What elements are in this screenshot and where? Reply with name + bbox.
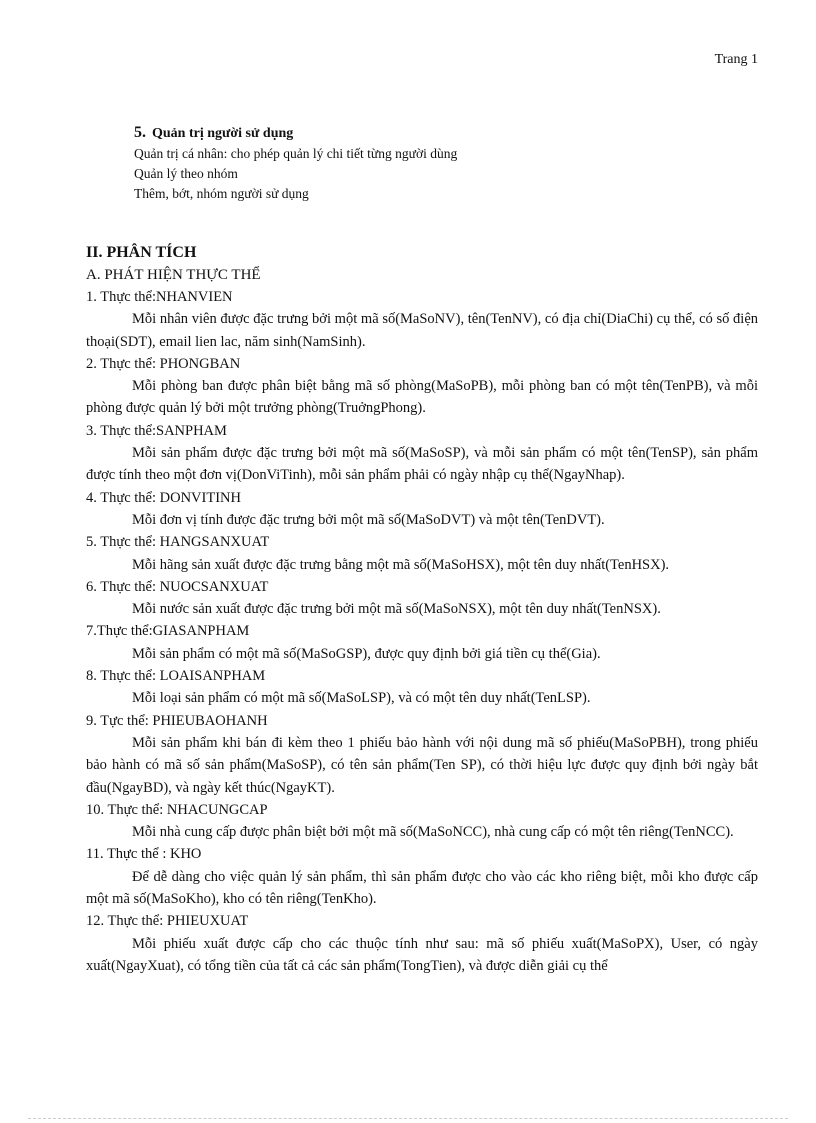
page-bottom-divider: [28, 1118, 788, 1119]
entity-block: [86, 910, 758, 977]
entity-description: Mỗi nhà cung cấp được phân biệt bởi một mã số(MaSoNCC), nhà cung cấp có một tên riêng(TenNCC).: [132, 824, 734, 841]
entity-block: [86, 487, 758, 532]
entity-description: Mỗi nhân viên được đặc trưng bởi một mã số(MaSoNV), tên(TenNV), có địa chỉ(DiaChi) cụ thể, có số điện thoại(SDT), email lien lac, năm sinh(NamSinh).: [86, 311, 758, 350]
entity-title: 3. Thực thể:SANPHAM: [86, 422, 227, 439]
entity-block: [86, 799, 758, 844]
entity-title: 10. Thực thể: NHACUNGCAP: [86, 801, 268, 818]
entity-title: 6. Thực thể: NUOCSANXUAT: [86, 578, 269, 595]
entity-block: [86, 353, 758, 420]
section-line: Thêm, bớt, nhóm người sử dụng: [134, 186, 309, 201]
entity-block: [86, 576, 758, 621]
entity-description: Mỗi phòng ban được phân biệt bằng mã số phòng(MaSoPB), mỗi phòng ban có một tên(TenPB), và mỗi phòng được quản lý bởi một trưởng phòng(TruởngPhong).: [86, 378, 758, 417]
entity-description: Mỗi sản phẩm được đặc trưng bởi một mã số(MaSoSP), và mỗi sản phẩm có một tên(TenSP), sản phẩm được tính theo một đơn vị(DonViTinh), mỗi sản phẩm phải có ngày nhập cụ thể(NgayNhap).: [86, 445, 758, 484]
entity-block: [86, 531, 758, 576]
entity-title: 11. Thực thể : KHO: [86, 846, 202, 863]
analysis-subheading: A. PHÁT HIỆN THỰC THỂ: [86, 267, 261, 283]
entity-block: [86, 843, 758, 910]
section-line: Quản trị cá nhân: cho phép quản lý chi tiết từng người dùng: [134, 146, 458, 161]
entity-block: [86, 420, 758, 487]
section-number: 5.: [134, 124, 146, 141]
entity-title: 7.Thực thể:GIASANPHAM: [86, 623, 250, 640]
entity-title: 5. Thực thể: HANGSANXUAT: [86, 534, 270, 551]
entity-block: [86, 710, 758, 799]
entity-block: [86, 286, 758, 353]
entity-block: [86, 665, 758, 710]
analysis-heading: II. PHÂN TÍCH: [86, 244, 197, 261]
section-line: Quản lý theo nhóm: [134, 166, 238, 181]
section-user-administration: [134, 123, 734, 204]
entity-description: Mỗi phiếu xuất được cấp cho các thuộc tính như sau: mã số phiếu xuất(MaSoPX), User, có ngày xuất(NgayXuat), có tổng tiền của tất cả các sản phẩm(TongTien), và được diễn giải cụ thể: [86, 935, 758, 974]
section-title: [134, 123, 734, 144]
entity-description: Mỗi nước sản xuất được đặc trưng bởi một mã số(MaSoNSX), một tên duy nhất(TenNSX).: [132, 601, 661, 618]
entity-title: 8. Thực thể: LOAISANPHAM: [86, 668, 266, 685]
entity-description: Mỗi sản phẩm có một mã số(MaSoGSP), được quy định bởi giá tiền cụ thể(Gia).: [132, 645, 601, 662]
entity-description: Để dễ dàng cho việc quản lý sản phẩm, thì sản phẩm được cho vào các kho riêng biệt, mỗi kho được cấp một mã số(MaSoKho), kho có tên riêng(TenKho).: [86, 868, 758, 908]
entity-description: Mỗi hãng sản xuất được đặc trưng bằng một mã số(MaSoHSX), một tên duy nhất(TenHSX).: [132, 556, 670, 573]
analysis-section: [86, 242, 758, 977]
entity-title: 1. Thực thể:NHANVIEN: [86, 289, 233, 305]
entity-description: Mỗi loại sản phẩm có một mã số(MaSoLSP), và có một tên duy nhất(TenLSP).: [132, 690, 591, 707]
entity-block: [86, 620, 758, 665]
entity-description: Mỗi sản phẩm khi bán đi kèm theo 1 phiếu bảo hành với nội dung mã số phiếu(MaSoPBH), trong phiếu bảo hành có mã số sản phẩm(MaSoSP), có tên sản phẩm(Ten SP), có thời hiệu lực được quy định bởi ngày bắt đầu(NgayBD), và ngày kết thúc(NgayKT).: [86, 734, 758, 796]
entity-title: 4. Thực thể: DONVITINH: [86, 489, 241, 506]
section-title-text: Quản trị người sử dụng: [152, 126, 294, 141]
entity-title: 2. Thực thể: PHONGBAN: [86, 355, 241, 372]
entity-title: 12. Thực thể: PHIEUXUAT: [86, 913, 249, 930]
entity-description: Mỗi đơn vị tính được đặc trưng bởi một mã số(MaSoDVT) và một tên(TenDVT).: [132, 511, 605, 528]
entity-title: 9. Tực thể: PHIEUBAOHANH: [86, 712, 268, 729]
page-number: Trang 1: [714, 52, 758, 67]
